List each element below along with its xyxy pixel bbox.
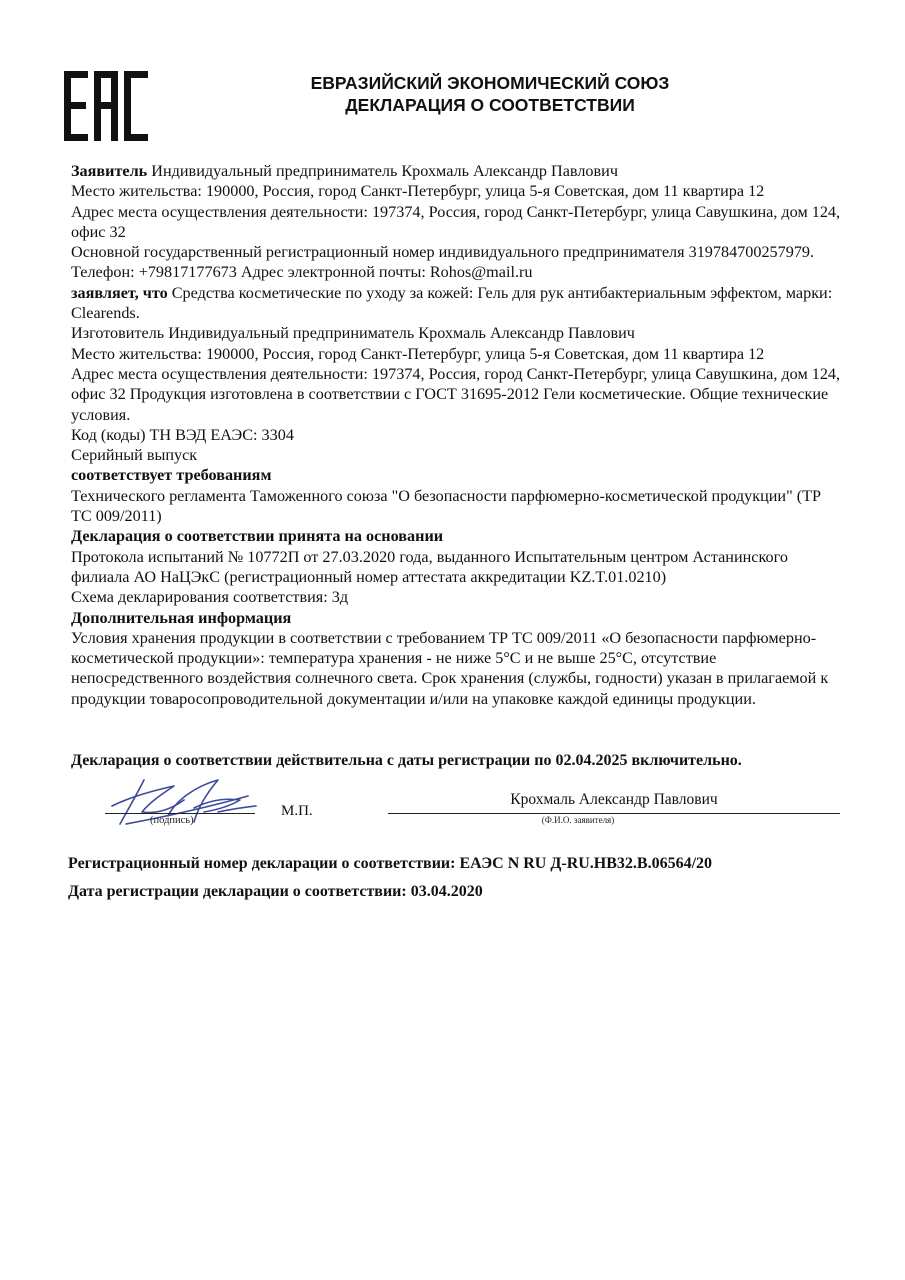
applicant-activity-address: Адрес места осуществления деятельности: 197374, Россия, город Санкт-Петербург, улица Савушкина, дом 124, офис 32 — [71, 202, 841, 241]
declares-label: заявляет, что — [71, 283, 168, 302]
applicant-residence: Место жительства: 190000, Россия, город Санкт-Петербург, улица 5-я Советская, дом 11 квартира 12 — [71, 182, 765, 201]
product-description: Средства косметические по уходу за кожей: Гель для рук антибактериальным эффектом, марки: Clearends. — [71, 283, 833, 323]
header-union-title: ЕВРАЗИЙСКИЙ ЭКОНОМИЧЕСКИЙ СОЮЗ — [310, 73, 670, 93]
signature-line — [105, 813, 255, 814]
document-header — [240, 72, 740, 116]
complies-label: соответствует требованиям — [71, 466, 272, 485]
signature-caption: (подпись) — [150, 815, 194, 826]
declares-line — [71, 283, 841, 324]
applicant-ogrn: Основной государственный регистрационный номер индивидуального предпринимателя 319784700257979. — [71, 243, 815, 262]
additional-info-text: Условия хранения продукции в соответствии с требованием ТР ТС 009/2011 «О безопасности парфюмерно-косметической продукции»: температура хранения - не ниже 5°С и не выше 25°С, отсутствие непосредственного воздействия солнечного света. Срок хранения (службы, годности) указан в прилагаемой к продукции товаросопроводительной документации и/или на упаковке каждой единицы продукции. — [71, 628, 829, 708]
header-declaration-title: ДЕКЛАРАЦИЯ О СООТВЕТСТВИИ — [345, 95, 635, 115]
applicant-name: Индивидуальный предприниматель Крохмаль Александр Павлович — [151, 162, 618, 180]
registration-date: Дата регистрации декларации о соответствии: 03.04.2020 — [68, 883, 483, 900]
applicant-label: Заявитель — [71, 162, 148, 180]
applicant-contacts: Телефон: +79817177673 Адрес электронной почты: Rohos@mail.ru — [71, 263, 533, 282]
registration-number: Регистрационный номер декларации о соответствии: ЕАЭС N RU Д-RU.НВ32.В.06564/20 — [68, 855, 713, 872]
manufacturer-activity-address: Адрес места осуществления деятельности: 197374, Россия, город Санкт-Петербург, улица Савушкина, дом 124, офис 32 Продукция изготовлена в соответствии с ГОСТ 31695-2012 Гели косметические. Общие технические условия. — [71, 364, 841, 424]
stamp-place-label: М.П. — [281, 803, 313, 819]
full-name-line — [388, 813, 840, 814]
manufacturer-name: Изготовитель Индивидуальный предприниматель Крохмаль Александр Павлович — [71, 324, 635, 343]
regulation-text: Технического регламента Таможенного союза "О безопасности парфюмерно-косметической продукции" (ТР ТС 009/2011) — [71, 486, 822, 526]
batch-type: Серийный выпуск — [71, 446, 198, 465]
hs-code: Код (коды) ТН ВЭД ЕАЭС: 3304 — [71, 425, 294, 444]
test-protocol: Протокола испытаний № 10772П от 27.03.2020 года, выданного Испытательным центром Астанинского филиала АО НаЦЭкС (регистрационный номер аттестата аккредитации KZ.T.01.0210) — [71, 547, 788, 586]
validity-statement: Декларация о соответствии действительна с даты регистрации по 02.04.2025 включительно. — [71, 752, 742, 769]
additional-info-label: Дополнительная информация — [71, 608, 292, 627]
declaration-body — [71, 161, 841, 709]
basis-label: Декларация о соответствии принята на основании — [71, 527, 444, 546]
declaration-scheme: Схема декларирования соответствия: 3д — [71, 588, 349, 607]
manufacturer-residence: Место жительства: 190000, Россия, город Санкт-Петербург, улица 5-я Советская, дом 11 квартира 12 — [71, 344, 765, 363]
applicant-line — [71, 161, 841, 181]
eac-logo — [64, 71, 148, 141]
applicant-full-name: Крохмаль Александр Павлович — [510, 791, 718, 808]
full-name-caption: (Ф.И.О. заявителя) — [541, 815, 615, 825]
